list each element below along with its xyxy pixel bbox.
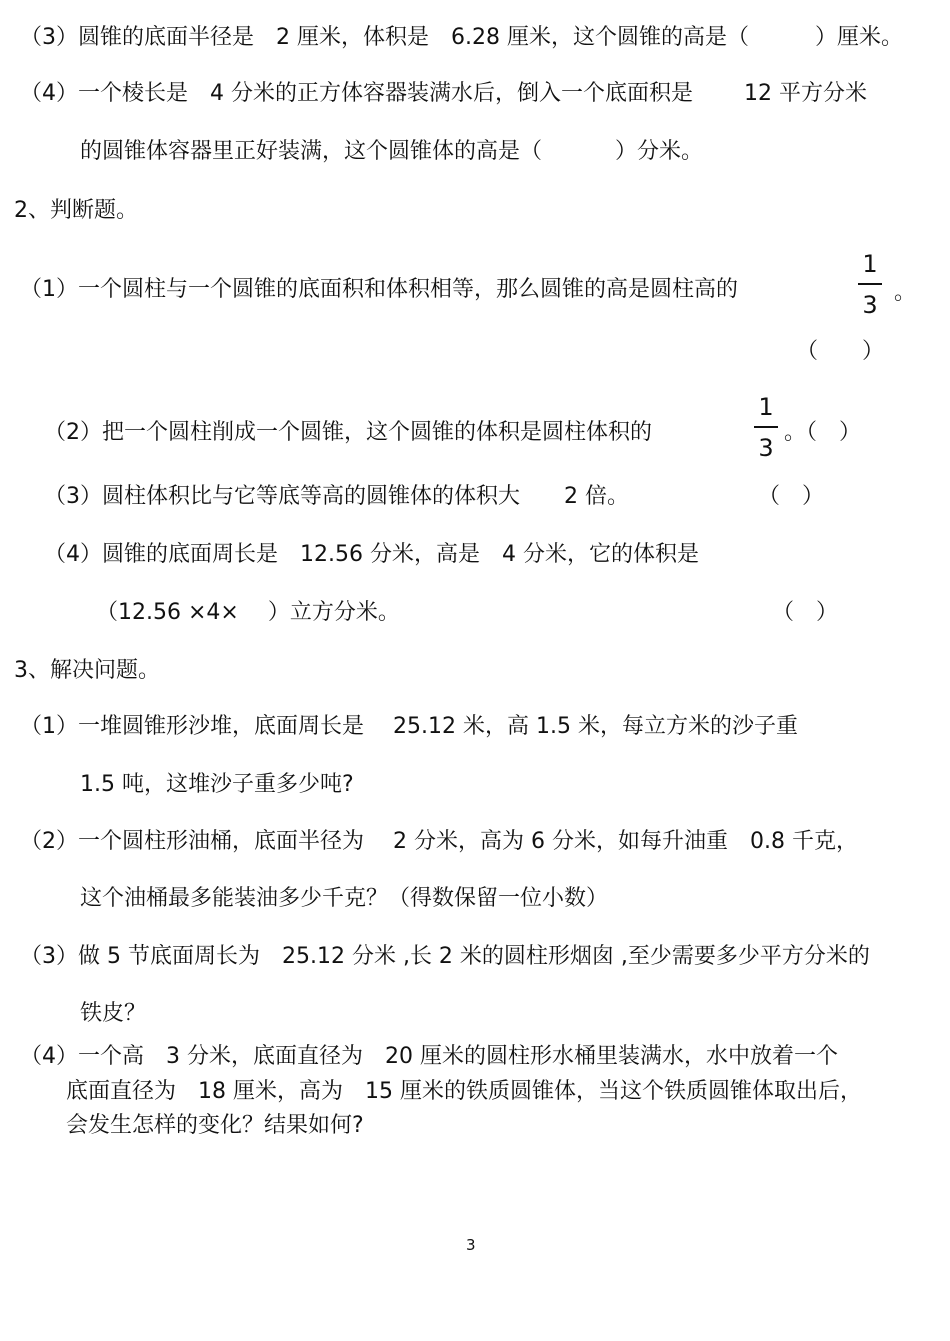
- judge-q2-fraction: [754, 393, 778, 462]
- fill-blank-q4-line2: 的圆锥体容器里正好装满，这个圆锥体的高是（ ）分米。: [80, 139, 703, 164]
- solve-q4-line1: （4）一个高 3 分米，底面直径为 20 厘米的圆柱形水桶里装满水，水中放着一个: [20, 1044, 838, 1069]
- fraction-bar: [858, 283, 882, 285]
- judge-q1: （1）一个圆柱与一个圆锥的底面积和体积相等，那么圆锥的高是圆柱高的: [20, 277, 738, 302]
- fill-blank-q4-line1: （4）一个棱长是 4 分米的正方体容器装满水后，倒入一个底面积是 12 平方分米: [20, 81, 867, 106]
- judge-q2-end: 。（ ）: [784, 420, 862, 445]
- fraction-numerator: 1: [758, 393, 774, 421]
- fraction-denominator: 3: [758, 433, 774, 462]
- solve-q3-line2: 铁皮？: [80, 1001, 147, 1026]
- judge-q3-answer-paren: （ ）: [758, 484, 825, 509]
- judge-q1-fraction: [858, 250, 882, 319]
- fill-blank-q3: （3）圆锥的底面半径是 2 厘米，体积是 6.28 厘米，这个圆锥的高是（ ）厘米。: [20, 25, 903, 50]
- judge-heading: 2、判断题。: [14, 198, 138, 223]
- solve-q4-line2: 底面直径为 18 厘米，高为 15 厘米的铁质圆锥体，当这个铁质圆锥体取出后，: [66, 1079, 862, 1104]
- page-number: 3: [466, 1236, 476, 1254]
- solve-q3-line1: （3）做 5 节底面周长为 25.12 分米 ,长 2 米的圆柱形烟囱 ,至少需要多少平方分米的: [20, 944, 870, 969]
- solve-q1-line1: （1）一堆圆锥形沙堆，底面周长是 25.12 米，高 1.5 米，每立方米的沙子重: [20, 714, 798, 739]
- judge-q4-line2: （12.56 ×4× ）立方分米。: [96, 600, 400, 625]
- judge-q4-answer-paren: （ ）: [772, 600, 839, 625]
- fraction-denominator: 3: [862, 290, 878, 319]
- judge-q1-end: 。: [894, 280, 917, 305]
- solve-q2-line2: 这个油桶最多能装油多少千克？（得数保留一位小数）: [80, 886, 609, 911]
- fraction-bar: [754, 426, 778, 428]
- fraction-numerator: 1: [862, 250, 878, 278]
- judge-q3: （3）圆柱体积比与它等底等高的圆锥体的体积大 2 倍。: [44, 484, 629, 509]
- solve-heading: 3、解决问题。: [14, 658, 160, 683]
- solve-q1-line2: 1.5 吨，这堆沙子重多少吨?: [80, 772, 354, 797]
- judge-q2: （2）把一个圆柱削成一个圆锥，这个圆锥的体积是圆柱体积的: [44, 420, 652, 445]
- solve-q2-line1: （2）一个圆柱形油桶，底面半径为 2 分米，高为 6 分米，如每升油重 0.8 千克，: [20, 829, 858, 854]
- judge-q1-answer-paren: （ ）: [796, 339, 885, 364]
- solve-q4-line3: 会发生怎样的变化？结果如何?: [66, 1113, 364, 1138]
- judge-q4-line1: （4）圆锥的底面周长是 12.56 分米，高是 4 分米，它的体积是: [44, 542, 699, 567]
